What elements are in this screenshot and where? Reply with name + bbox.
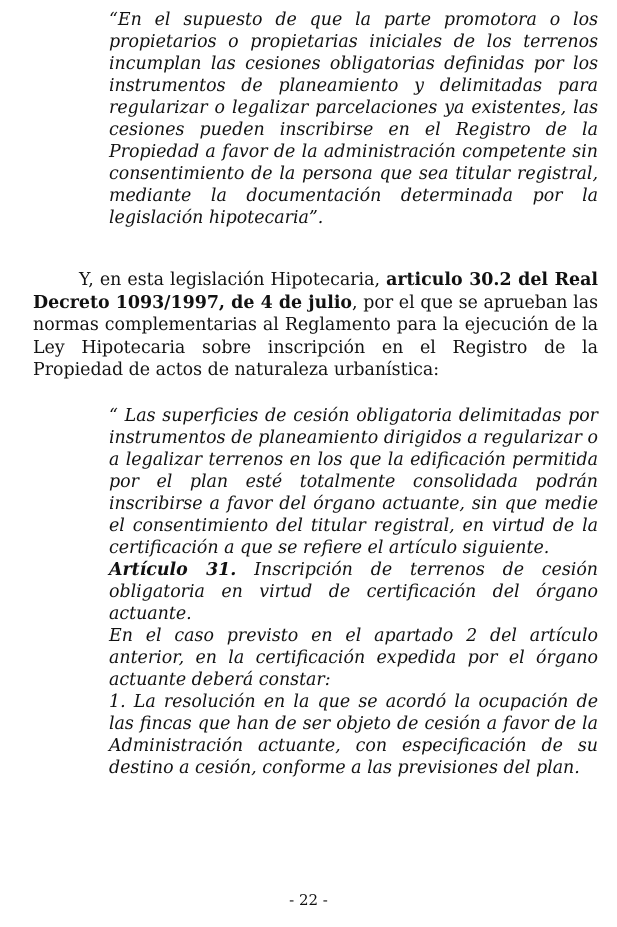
- legal-reference: articulo 30.2 del Real Decreto 1093/1997, de 4 de julio: [33, 270, 598, 313]
- body-intro: Y, en esta legislación Hipotecaria,: [79, 270, 387, 290]
- article-31-header: [109, 559, 598, 625]
- quote-1-text: “En el supuesto de que la parte promotora o los propietarios o propietarias iniciales de los terrenos incumplan las cesiones obligatorias definidas por los instrumentos de planeamiento y delimitadas para regularizar o legalizar parcelaciones ya existentes, las cesiones pueden inscribirse en el Registro de la Propiedad a favor de la administración competente sin consentimiento de la persona que sea titular registral, mediante la documentación determinada por la legislación hipotecaria”.: [109, 10, 598, 228]
- quoted-legal-text-2: [109, 405, 598, 779]
- quoted-legal-text-1: [109, 9, 598, 229]
- page-number: - 22 -: [289, 891, 328, 909]
- article-31-title: Inscripción de terrenos de cesión obligatoria en virtud de certificación del órgano actuante.: [109, 560, 598, 624]
- article-31-intro: En el caso previsto en el apartado 2 del artículo anterior, en la certificación expedida por el órgano actuante deberá constar:: [109, 626, 598, 690]
- body-rest: , por el que se aprueban las normas complementarias al Reglamento para la ejecución de la Ley Hipotecaria sobre inscripción en el Registro de la Propiedad de actos de naturaleza urbanística:: [33, 292, 599, 380]
- article-31-heading: Artículo 31.: [109, 560, 237, 580]
- body-paragraph: [33, 269, 598, 382]
- article-31-item-1: 1. La resolución en la que se acordó la ocupación de las fincas que han de ser objeto de cesión a favor de la Administración actuante, con especificación de su destino a cesión, conforme a las previsiones del plan.: [109, 692, 598, 778]
- article-30-text: “ Las superficies de cesión obligatoria delimitadas por instrumentos de planeamiento dirigidos a regularizar o a legalizar terrenos en los que la edificación permitida por el plan esté totalmente consolidada podrán inscribirse a favor del órgano actuante, sin que medie el consentimiento del titular registral, en virtud de la certificación a que se refiere el artículo siguiente.: [109, 406, 598, 558]
